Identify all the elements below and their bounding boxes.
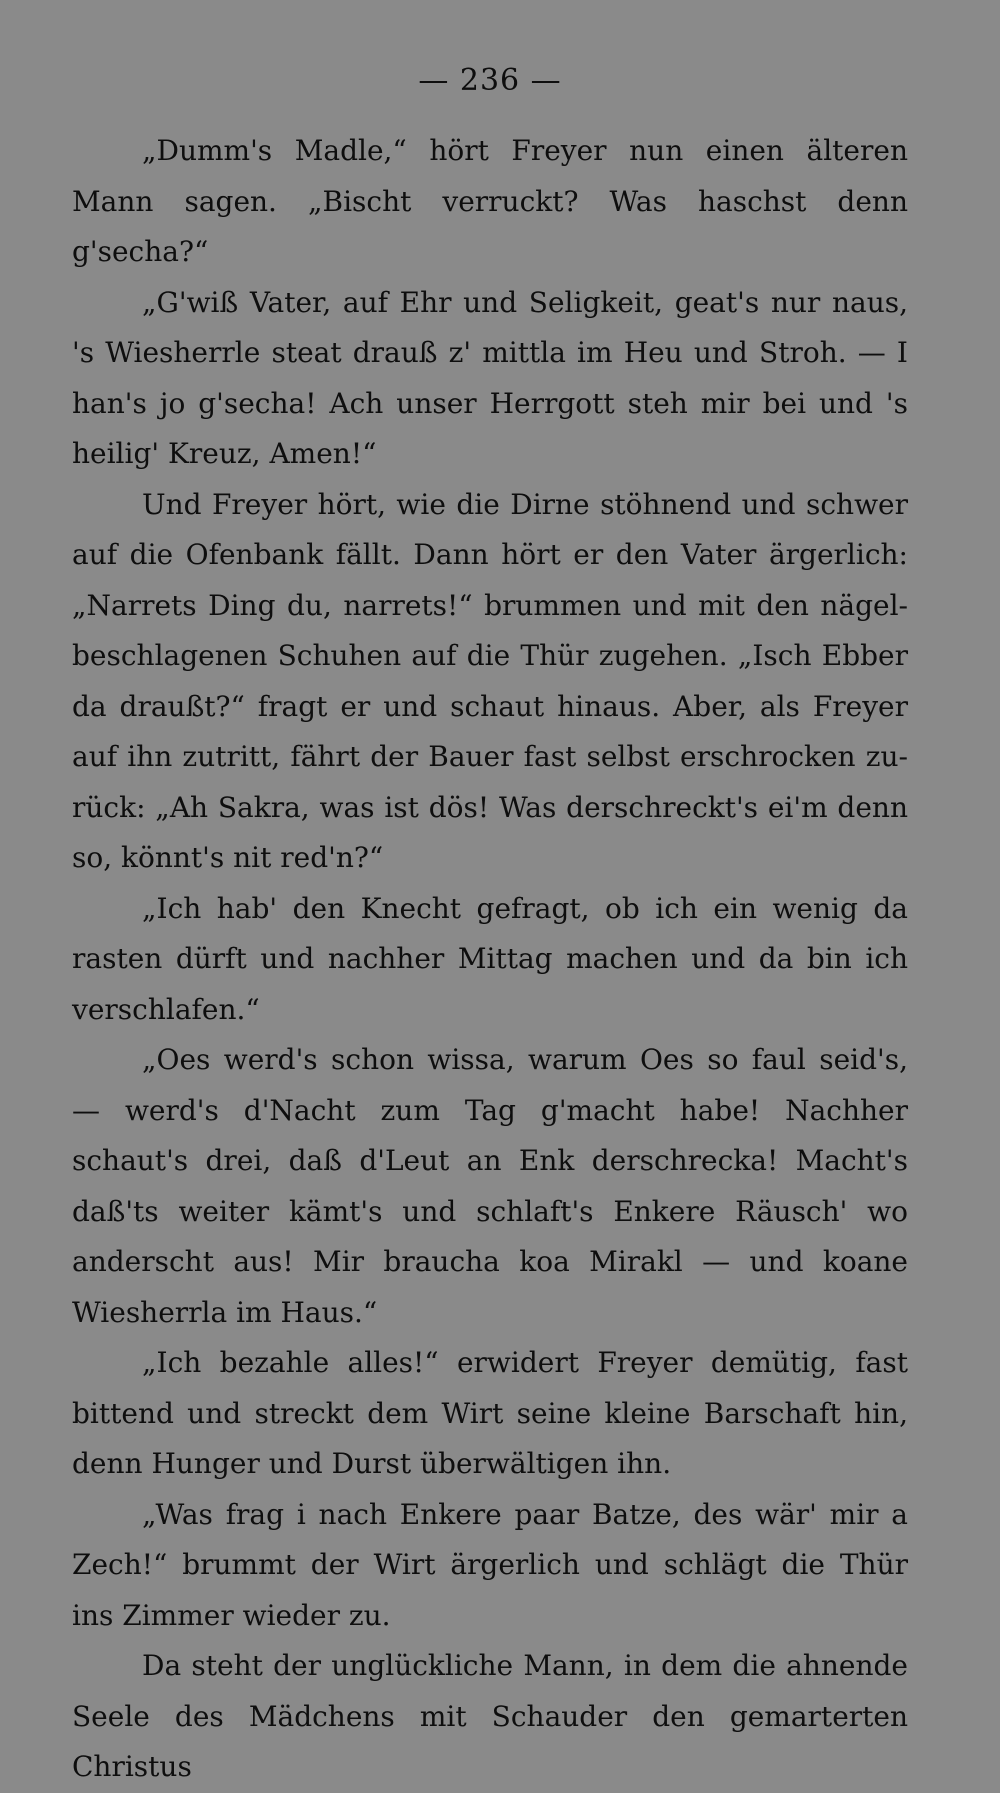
paragraph-5: „Oes werd's schon wissa, warum Oes so faul seid's, — werd's d'Nacht zum Tag g'macht habe! Nachher schaut's drei, daß d'Leut an Enk derschrecka! Macht's daß'ts weiter kämt's und schlaft's Enkere Räusch' wo anderscht aus! Mir braucha koa Mirakl — und koane Wiesherrla im Haus.“: [72, 1043, 908, 1329]
page-body: [72, 126, 908, 1793]
paragraph-2: „G'wiß Vater, auf Ehr und Seligkeit, geat's nur naus, 's Wiesherrle steat drauß z' mittla im Heu und Stroh. — I han's jo g'secha! Ach unser Herrgott steh mir bei und 's heilig' Kreuz, Amen!“: [72, 285, 908, 470]
paragraph-7: „Was frag i nach Enkere paar Batze, des wär' mir a Zech!“ brummt der Wirt ärgerlich und schlägt die Thür ins Zimmer wieder zu.: [72, 1497, 908, 1632]
paragraph-6: „Ich bezahle alles!“ erwidert Freyer demütig, fast bittend und streckt dem Wirt seine kleine Barschaft hin, denn Hunger und Durst überwältigen ihn.: [72, 1346, 908, 1480]
paragraph-1: „Dumm's Madle,“ hört Freyer nun einen älteren Mann sagen. „Bischt verruckt? Was haschst denn g'secha?“: [72, 134, 908, 268]
paragraph-4: „Ich hab' den Knecht gefragt, ob ich ein wenig da rasten dürft und nachher Mittag machen und da bin ich verschlafen.“: [72, 891, 908, 1026]
page-number: — 236 —: [418, 63, 562, 98]
paragraph-3: Und Freyer hört, wie die Dirne stöhnend und schwer auf die Ofenbank fällt. Dann hört er den Vater ärgerlich: „Narrets Ding du, narrets!“ brummen und mit den nägel-beschlagenen Schuhen auf die Thür zugehen. „Isch Ebber da draußt?“ fragt er und schaut hinaus. Aber, als Freyer auf ihn zutritt, fährt der Bauer fast selbst erschrocken zu-rück: „Ah Sakra, was ist dös! Was derschreckt's ei'm denn so, könnt's nit red'n?“: [72, 487, 908, 874]
paragraph-8: Da steht der unglückliche Mann, in dem die ahnende Seele des Mädchens mit Schauder den gemarterten Christus: [72, 1649, 908, 1783]
